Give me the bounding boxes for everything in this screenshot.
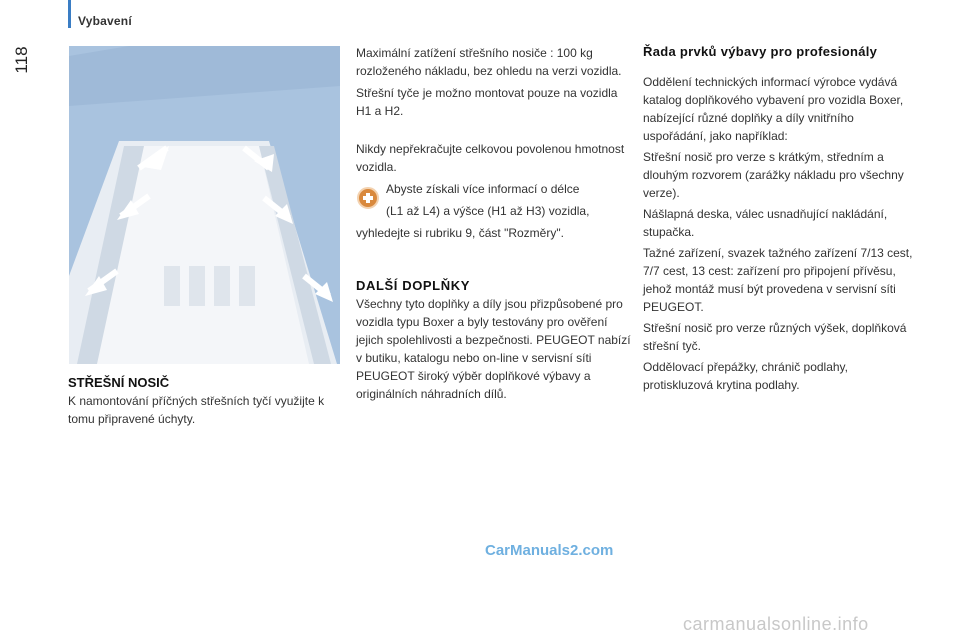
accessories-text: Všechny tyto doplňky a díly jsou přizpůsobené pro vozidla typu Boxer a byly testovány pro ověření jejich spolehlivosti a bezpečnosti. PEUGEOT nabízí v butiku, katalogu nebo on-line v servisní síti PEUGEOT široký výběr doplňkové výbavy a originálních náhradních dílů. bbox=[356, 297, 631, 401]
info-line-3: vyhledejte si rubriku 9, část "Rozměry". bbox=[356, 226, 564, 240]
professional-heading: Řada prvků výbavy pro profesionály bbox=[643, 44, 878, 59]
list-item: Oddělení technických informací výrobce vydává katalog doplňkového vybavení pro vozidla Boxer, nabízející různé doplňky a díly vnitřního uspořádání, jako například: bbox=[643, 75, 904, 143]
watermark-carmanuals2: CarManuals2.com bbox=[485, 542, 614, 559]
info-plus-icon bbox=[357, 187, 379, 209]
list-item: Střešní nosič pro verze s krátkým, středním a dlouhým rozvorem (zarážky nákladu pro všechny verze). bbox=[643, 150, 904, 200]
accessories-heading: DALŠÍ DOPLŇKY bbox=[356, 278, 470, 293]
page-number: 118 bbox=[12, 46, 31, 74]
info-line-2: (L1 až L4) a výšce (H1 až H3) vozidla, bbox=[386, 204, 590, 218]
weight-warning-text: Nikdy nepřekračujte celkovou povolenou hmotnost vozidla. bbox=[356, 142, 625, 174]
watermark-carmanualsonline: carmanualsonline.info bbox=[683, 614, 869, 634]
roof-bars-text: Střešní tyče je možno montovat pouze na vozidla H1 a H2. bbox=[356, 86, 618, 118]
roof-rack-photo bbox=[69, 46, 340, 364]
section-accent-bar bbox=[68, 0, 71, 28]
list-item: Nášlapná deska, válec usnadňující nakládání, stupačka. bbox=[643, 207, 888, 239]
info-note bbox=[356, 180, 631, 242]
roof-rack-text: K namontování příčných střešních tyčí využijte k tomu připravené úchyty. bbox=[68, 394, 325, 426]
list-item: Tažné zařízení, svazek tažného zařízení 7/13 cest, 7/7 cest, 13 cest: zařízení pro připojení přívěsu, jehož montáž musí být provedena v servisní síti PEUGEOT. bbox=[643, 246, 913, 314]
info-line-1: Abyste získali více informací o délce bbox=[386, 182, 580, 196]
max-load-text: Maximální zatížení střešního nosiče : 100 kg rozloženého nákladu, bez ohledu na verzi vozidla. bbox=[356, 46, 622, 78]
list-item: Oddělovací přepážky, chránič podlahy, protiskluzová krytina podlahy. bbox=[643, 360, 849, 392]
roof-rack-heading: STŘEŠNÍ NOSIČ bbox=[68, 375, 170, 390]
right-column bbox=[643, 44, 918, 397]
section-title: Vybavení bbox=[78, 14, 132, 28]
list-item: Střešní nosič pro verze různých výšek, doplňková střešní tyč. bbox=[643, 321, 907, 353]
middle-column bbox=[356, 44, 631, 407]
